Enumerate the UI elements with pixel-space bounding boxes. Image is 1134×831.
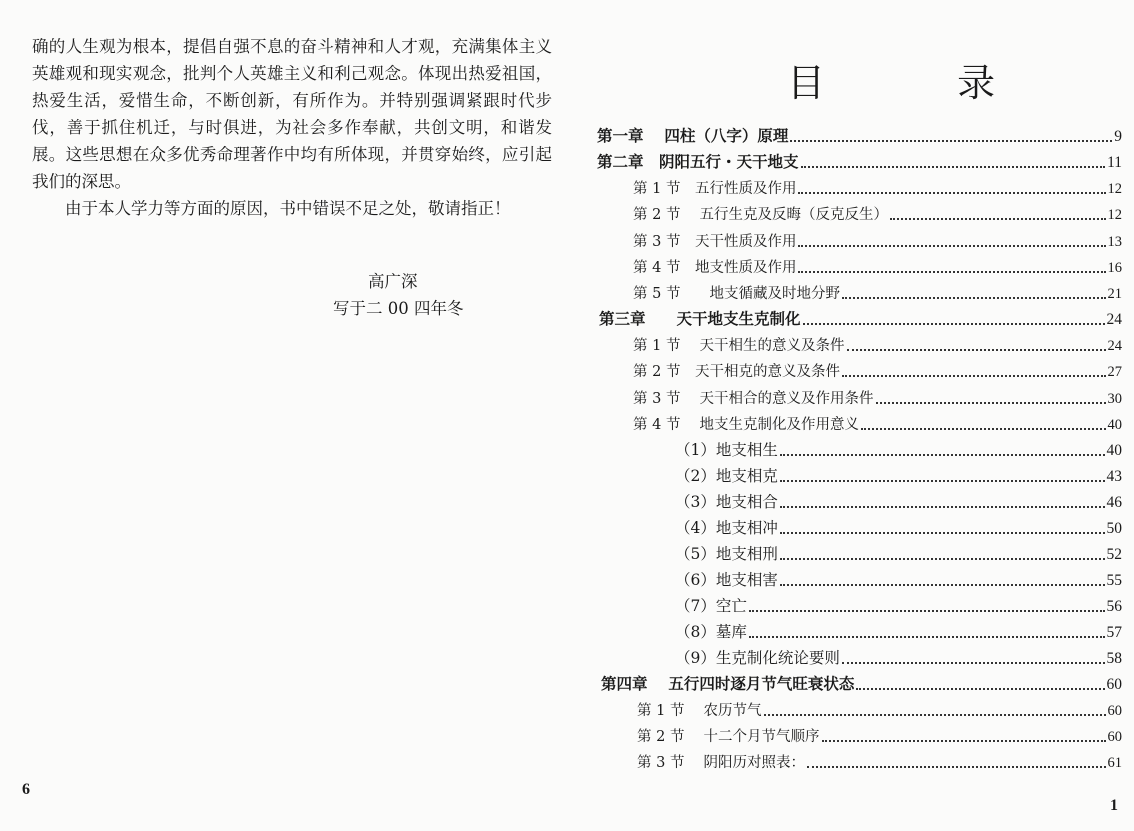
toc-entry-page: 55 <box>1106 572 1122 589</box>
toc-entry-label: 第三章 天干地支生克制化 <box>599 310 801 328</box>
toc-leader-dots <box>842 662 1105 664</box>
toc-entry-page: 50 <box>1106 520 1122 537</box>
preface-text <box>32 33 552 222</box>
toc-entry-label: 第 1 节 五行性质及作用 <box>633 181 797 197</box>
toc-leader-dots <box>749 636 1105 638</box>
toc-entry <box>633 202 1122 224</box>
toc-leader-dots <box>822 740 1106 742</box>
toc-entry <box>675 516 1122 538</box>
toc-leader-dots <box>861 428 1105 430</box>
toc-entry-label: 第二章 阴阳五行・天干地支 <box>597 153 799 171</box>
toc-entry <box>633 412 1122 434</box>
toc-leader-dots <box>842 297 1106 299</box>
toc-leader-dots <box>780 584 1105 586</box>
toc-entry <box>633 333 1122 355</box>
preface-paragraph-1: 确的人生观为根本，提倡自强不息的奋斗精神和人才观，充满集体主义英雄观和现实观念，批判个人英雄主义和利己观念。体现出热爱祖国，热爱生活，爱惜生命，不断创新，有所作为。并特别强调紧跟时代步伐，善于抓住机迁，与时俱进，为社会多作奉献，共创文明，和谐发展。这些思想在众多优秀命理著作中均有所体现，并贯穿始终，应引起我们的深思。 <box>32 37 552 191</box>
toc-entry-page: 21 <box>1107 286 1122 302</box>
toc-entry <box>601 672 1122 694</box>
toc-entry <box>675 620 1122 642</box>
toc-entry-label: 第 3 节 天干相合的意义及作用条件 <box>633 391 874 407</box>
toc-entry-page: 61 <box>1107 755 1122 771</box>
toc-entry-page: 40 <box>1106 442 1122 459</box>
toc-leader-dots <box>780 558 1105 560</box>
toc-entry-label: 第 3 节 阴阳历对照表： <box>637 755 806 771</box>
toc-entry-page: 24 <box>1107 338 1122 354</box>
toc-leader-dots <box>798 192 1105 194</box>
toc-entry-label: （9）生克制化统论要则 <box>675 649 840 667</box>
toc-entry <box>633 176 1122 198</box>
toc-entry <box>597 124 1122 146</box>
toc-leader-dots <box>803 323 1105 325</box>
toc-entry-page: 60 <box>1107 703 1122 719</box>
toc-entry-page: 12 <box>1107 207 1122 223</box>
toc-entry-page: 27 <box>1107 364 1122 380</box>
toc-entry-label: 第 3 节 天干性质及作用 <box>633 234 797 250</box>
toc-entry <box>633 359 1122 381</box>
toc-leader-dots <box>801 166 1106 168</box>
toc-leader-dots <box>780 454 1105 456</box>
toc-entry-page: 52 <box>1106 546 1122 563</box>
toc-leader-dots <box>780 532 1105 534</box>
toc-entry-label: 第四章 五行四时逐月节气旺衰状态 <box>601 675 855 693</box>
toc-entry-page: 58 <box>1106 650 1122 667</box>
toc-entry <box>675 438 1122 460</box>
toc-entry-label: 第一章 四柱（八字）原理 <box>597 127 789 145</box>
toc-entry <box>597 150 1122 172</box>
toc-entry-page: 9 <box>1114 128 1122 145</box>
toc-entry-page: 43 <box>1106 468 1122 485</box>
toc-leader-dots <box>790 140 1112 142</box>
toc-entry-label: （6）地支相害 <box>675 571 778 589</box>
toc-entry <box>675 464 1122 486</box>
toc-entry-label: 第 4 节 地支性质及作用 <box>633 260 797 276</box>
author-name: 高广深 <box>368 272 418 291</box>
toc-entry <box>675 594 1122 616</box>
toc-entry-label: 第 5 节 地支循藏及时地分野 <box>633 286 840 302</box>
toc-leader-dots <box>749 610 1105 612</box>
right-page-number: 1 <box>1110 797 1118 814</box>
toc-entry-page: 46 <box>1106 494 1122 511</box>
toc-entry <box>637 750 1122 772</box>
toc-entry-label: （4）地支相冲 <box>675 519 778 537</box>
toc-leader-dots <box>798 245 1105 247</box>
toc-entry-label: （3）地支相合 <box>675 493 778 511</box>
toc-leader-dots <box>764 714 1106 716</box>
toc-leader-dots <box>780 480 1105 482</box>
toc-leader-dots <box>780 506 1105 508</box>
toc-entry-label: 第 2 节 五行生克及反晦（反克反生） <box>633 207 889 223</box>
toc-entry-page: 60 <box>1106 676 1122 693</box>
toc-entry <box>633 255 1122 277</box>
toc-entry-page: 13 <box>1107 234 1122 250</box>
toc-entry <box>637 698 1122 720</box>
toc-leader-dots <box>876 402 1106 404</box>
toc-entry <box>633 229 1122 251</box>
toc-leader-dots <box>856 688 1104 690</box>
toc-entry-page: 24 <box>1106 311 1122 328</box>
toc-entry-label: 第 2 节 天干相克的意义及条件 <box>633 364 840 380</box>
toc-entry-page: 60 <box>1107 729 1122 745</box>
toc-entry-page: 11 <box>1107 154 1122 171</box>
signature-date: 写于二 00 四年冬 <box>333 299 464 318</box>
toc-entry-label: 第 1 节 天干相生的意义及条件 <box>633 338 845 354</box>
toc-entry <box>675 646 1122 668</box>
toc-entry-page: 12 <box>1107 181 1122 197</box>
toc-entry-page: 56 <box>1106 598 1122 615</box>
toc-entry <box>633 386 1122 408</box>
toc-entry-page: 16 <box>1107 260 1122 276</box>
toc-entry <box>675 568 1122 590</box>
toc-leader-dots <box>798 271 1105 273</box>
toc-leader-dots <box>847 349 1106 351</box>
toc-entry-label: 第 1 节 农历节气 <box>637 703 762 719</box>
toc-entry-label: （5）地支相刑 <box>675 545 778 563</box>
toc-leader-dots <box>842 375 1106 377</box>
toc-entry-label: （8）墓库 <box>675 623 747 641</box>
toc-entry-label: （7）空亡 <box>675 597 747 615</box>
toc-entry-label: 第 4 节 地支生克制化及作用意义 <box>633 417 860 433</box>
toc-leader-dots <box>890 218 1105 220</box>
toc-leader-dots <box>807 766 1105 768</box>
toc-entry-page: 30 <box>1107 391 1122 407</box>
toc-entry <box>633 281 1122 303</box>
toc-entry-label: （2）地支相克 <box>675 467 778 485</box>
toc-entry <box>675 542 1122 564</box>
toc-entry <box>599 307 1122 329</box>
toc-entry <box>637 724 1122 746</box>
toc-entry-label: （1）地支相生 <box>675 441 778 459</box>
right-page <box>567 0 1134 831</box>
toc-entry-page: 40 <box>1107 417 1122 433</box>
left-page-number: 6 <box>22 781 30 798</box>
preface-paragraph-2: 由于本人学力等方面的原因，书中错误不足之处，敬请指正！ <box>65 199 511 218</box>
toc-entry <box>675 490 1122 512</box>
toc-title: 目 录 <box>787 61 1056 105</box>
toc-entry-page: 57 <box>1106 624 1122 641</box>
toc-entry-label: 第 2 节 十二个月节气顺序 <box>637 729 820 745</box>
